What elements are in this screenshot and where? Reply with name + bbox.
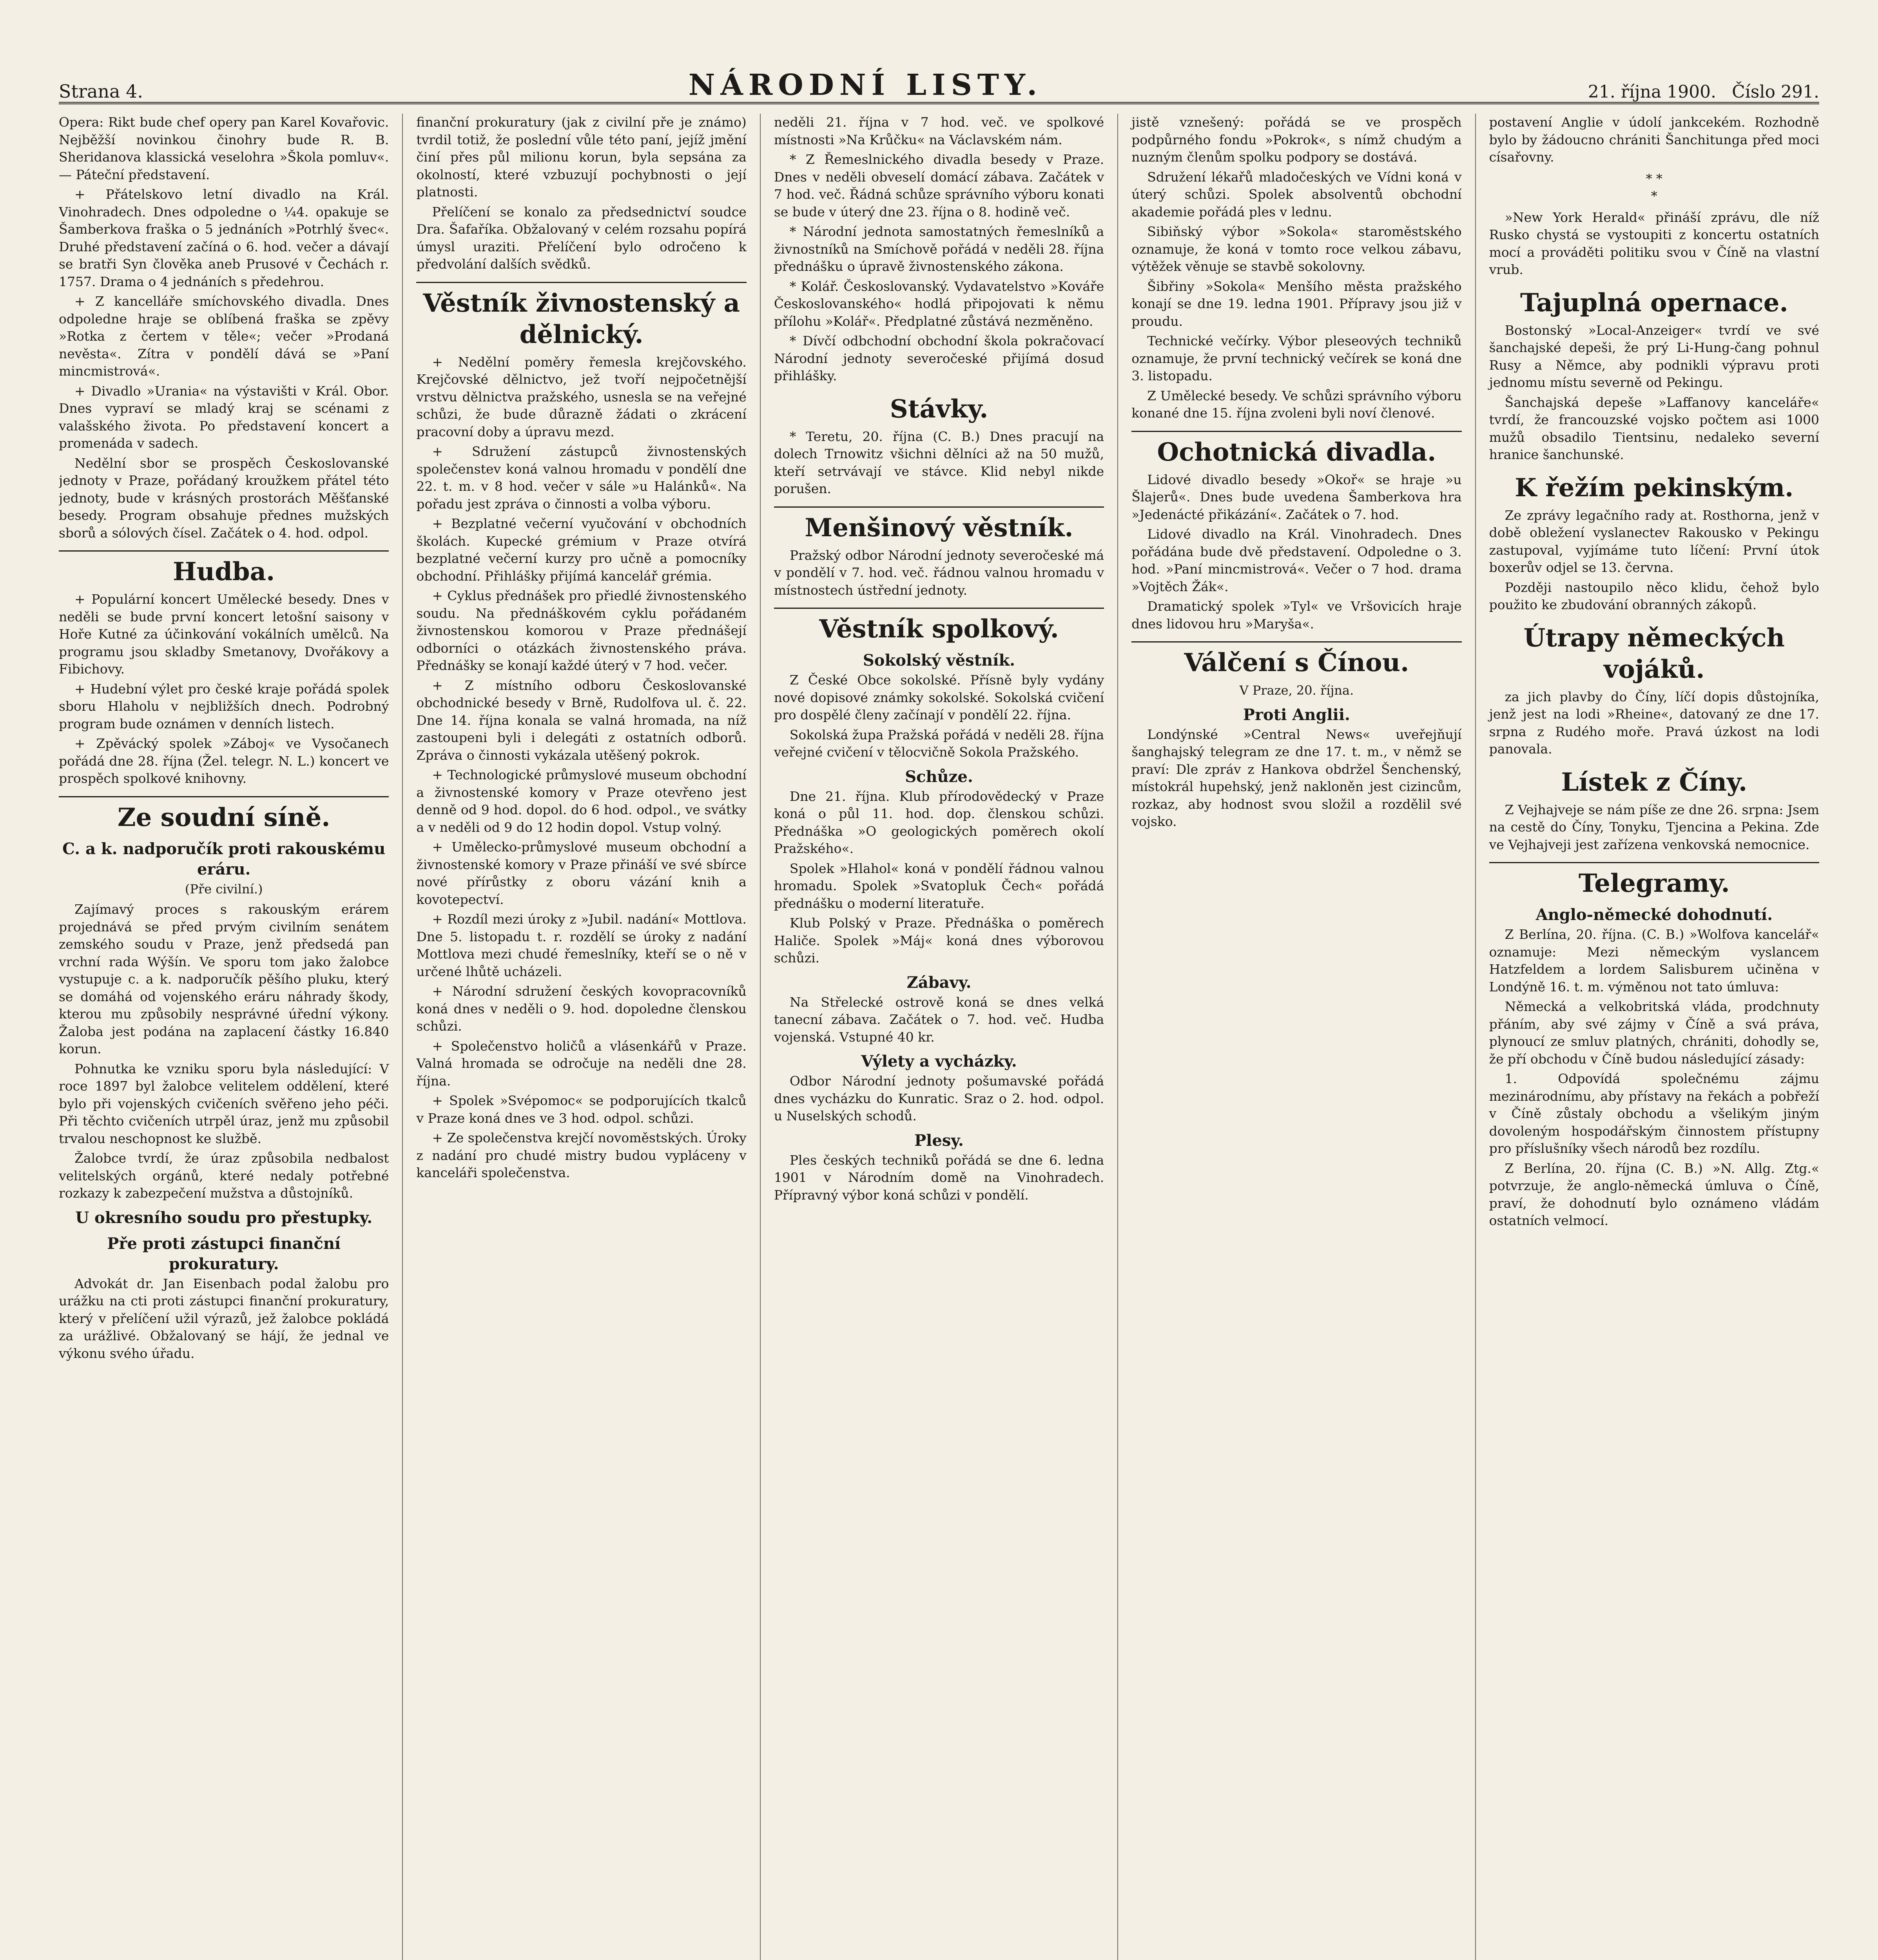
article-paragraph: + Z kancelláře smíchovského divadla. Dnes odpoledne hraje se oblíbená fraška se zpěvy »Rotka z čertem v těle«; večer »Prodaná nevěsta«. Zítra v pondělí dává se »Paní mincmistrová«. bbox=[59, 294, 389, 379]
article-paragraph: Na Střelecké ostrově koná se dnes velká tanecní zábava. Začátek o 7. hod. več. Hudba vojenská. Vstupné 40 kr. bbox=[774, 994, 1104, 1045]
column-1 bbox=[59, 114, 403, 1960]
section-heading-music: Hudba. bbox=[59, 550, 389, 588]
article-paragraph: + Cyklus přednášek pro přiedlé živnostenského soudu. Na přednáškovém cyklu pořádaném živnostenskou komorou v Praze přednášejí odborníci o otázkách živnostenského práva. Přednášky se konají každé úterý v 7 hod. večer. bbox=[416, 588, 747, 673]
issue-number: Číslo 291. bbox=[1732, 82, 1819, 102]
section-heading-german-soldiers: Útrapy německých vojáků. bbox=[1523, 623, 1785, 684]
article-paragraph: Zajímavý proces s rakouským erárem projednává se před prvým civilním senátem zemského soudu v Praze, jenž předsedá pan vrchní rada Wýšín. Ve sporu tom jako žalobce vystupuje c. a k. nadporučík pěšího pluku, který se domáhá od vojenského eráru náhrady škody, kterou mu způsobily nesprávné úřední výkony. Žaloba jest podána na zaplacení částky 16.840 korun. bbox=[59, 902, 389, 1056]
article-paragraph: Odbor Národní jednoty pošumavské pořádá dnes vycházku do Kunratic. Sraz o 2. hod. odpol. u Nuselských schodů. bbox=[774, 1073, 1104, 1123]
column-4 bbox=[1118, 114, 1476, 1960]
section-heading-peking: K řežím pekinským. bbox=[1515, 473, 1794, 503]
section-heading-strikes: Stávky. bbox=[890, 394, 988, 424]
article-paragraph: Dramatický spolek »Tyl« ve Vršovicích hraje dnes lidovou hru »Maryša«. bbox=[1131, 599, 1462, 632]
subsection-heading: Zábavy. bbox=[906, 973, 972, 992]
subsection-heading: Proti Anglii. bbox=[1243, 705, 1350, 724]
article-paragraph: Německá a velkobritská vláda, prodchnuty přáním, aby své zájmy v Číně a svá práva, plynoucí ze smluv platných, chrániti, dohodly se, že pří obchodu v Číně budou následující zásady: bbox=[1489, 999, 1820, 1067]
article-headline: C. a k. nadporučík proti rakouskému eráru. bbox=[62, 839, 386, 878]
article-paragraph: + Přátelskovo letní divadlo na Král. Vinohradech. Dnes odpoledne o ¼4. opakuje se Šamberkova fraška o 5 jednáních »Potrhlý švec«. Druhé představení začíná o 6. hod. večer a dávají se bratři Syn člověka aneb Prusové v Čechách r. 1757. Drama o 4 jednáních s předehrou. bbox=[59, 187, 389, 289]
newspaper-title: NÁRODNÍ LISTY. bbox=[688, 68, 1043, 102]
article-paragraph: neděli 21. října v 7 hod. več. ve spolkové místnosti »Na Krůčku« na Václavském nám. bbox=[774, 114, 1104, 147]
section-heading-minority: Menšinový věstník. bbox=[774, 506, 1104, 544]
article-paragraph: Lidové divadlo besedy »Okoř« se hraje »u Šlajerů«. Dnes bude uvedena Šamberkova hra »Jedenácté přikázání«. Začátek o 7. hod. bbox=[1131, 472, 1462, 522]
article-paragraph: jistě vznešený: pořádá se ve prospěch podpůrného fondu »Pokrok«, s nímž chudým a nuzným členům spolku podpory se dostává. bbox=[1131, 114, 1462, 165]
article-paragraph: Šibřiny »Sokola« Menšího města pražského konají se dne 19. ledna 1901. Přípravy jsou již v proudu. bbox=[1131, 278, 1462, 329]
article-paragraph: Nedělní sbor se prospěch Českoslovanské jednoty v Praze, pořádaný kroužkem přátel této jednoty, bude v krásných prostorách Měšťanské besedy. Program obsahuje přednes mužských sborů a sólových čísel. Začátek o 4. hod. odpol. bbox=[59, 455, 389, 541]
article-paragraph: Opera: Rikt bude chef opery pan Karel Kovařovic. Nejběžší novinkou činohry bude R. B. Sheridanova klassická veselohra »Škola pomluv«. — Páteční představení. bbox=[59, 114, 389, 182]
article-paragraph: * Z Řemeslnického divadla besedy v Praze. Dnes v neděli obveselí domácí zábava. Začátek v 7 hod. več. Řádná schůze správního výboru konati se bude v úterý dne 23. října o 8. hodině več. bbox=[774, 152, 1104, 220]
article-paragraph: Londýnské »Central News« uveřejňují šanghajský telegram ze dne 17. t. m., v němž se praví: Dle zpráv z Hankova obdržel Šenchenský, místokrál hupehský, jenž nakloněn jest cizincům, rozkaz, aby hodnost svou složil a rozdělil své vojsko. bbox=[1131, 726, 1462, 829]
article-paragraph: Sdružení lékařů mladočeských ve Vídni koná v úterý schůzi. Spolek absolventů obchodní akademie pořádá ples v lednu. bbox=[1131, 169, 1462, 220]
article-paragraph: + Spolek »Svépomoc« se podporujících tkalců v Praze koná dnes ve 3 hod. odpol. schůzi. bbox=[416, 1093, 747, 1126]
article-paragraph: + Populární koncert Umělecké besedy. Dnes v neděli se bude první koncert letošní saisony v Hoře Kutné za účinkování vokálních umělců. Na programu jsou skladby Smetanovy, Dvořákovy a Fibichovy. bbox=[59, 592, 389, 677]
article-paragraph: + Zpěvácký spolek »Záboj« ve Vysočanech pořádá dne 28. října (Žel. telegr. N. L.) koncert ve prospěch spolkové knihovny. bbox=[59, 736, 389, 786]
article-paragraph: Z Berlína, 20. října. (C. B.) »Wolfova kancelář« oznamuje: Mezi německým vyslancem Hatzfeldem a lordem Salisburem učiněna v Londýně 16. t. m. výměnou not tato úmluva: bbox=[1489, 927, 1820, 995]
dateline: V Praze, 20. října. bbox=[1239, 683, 1354, 698]
article-subheadline: Pře proti zástupci finanční prokuratury. bbox=[107, 1234, 341, 1273]
article-headline: U okresního soudu pro přestupky. bbox=[75, 1208, 373, 1227]
article-paragraph: Ze zprávy legačního rady at. Rosthorna, jenž v době obležení vyslanectev Rakousko v Pekingu zastupoval, vyjímáme tuto líčení: První útok boxerův odjel se 13. června. bbox=[1489, 507, 1820, 575]
article-paragraph: + Divadlo »Urania« na výstavišti v Král. Obor. Dnes vypraví se mladý kraj se scénami z valašského života. Po představení koncert a promenáda v sadech. bbox=[59, 383, 389, 451]
article-paragraph: za jich plavby do Číny, líčí dopis důstojníka, jenž jest na lodi »Rheine«, datovaný ze dne 17. srpna z Rudého moře. Pravá úzkost na lodi panovala. bbox=[1489, 689, 1820, 757]
issue-date: 21. října 1900. bbox=[1588, 82, 1717, 102]
article-subheadline: (Pře civilní.) bbox=[185, 881, 263, 897]
article-paragraph: Sokolská župa Pražská pořádá v neděli 28. října veřejné cvičení v tělocvičně Sokola Pražského. bbox=[774, 727, 1104, 760]
article-paragraph: Pohnutka ke vzniku sporu byla následující: V roce 1897 byl žalobce velitelem oddělení, které bylo při vojenských cvičeních svěřeno jeho péči. Při těchto cvičeních utrpěl úraz, jenž mu způsobil trvalou neschopnost ke službě. bbox=[59, 1061, 389, 1146]
section-heading-telegrams: Telegramy. bbox=[1489, 862, 1819, 899]
article-paragraph: Přelíčení se konalo za předsednictví soudce Dra. Šafaříka. Obžalovaný v celém rozsahu popírá úmysl uraziti. Přelíčení bylo odročeno k předvolání dalších svědků. bbox=[416, 204, 747, 272]
article-paragraph: Z Vejhajveje se nám píše ze dne 26. srpna: Jsem na cestě do Číny, Tonyku, Tjencina a Pekina. Zde ve Vejhajveji jest zařízena venkovská nemocnice. bbox=[1489, 802, 1820, 852]
article-paragraph: + Ze společenstva krejčí novoměstských. Úroky z nadání pro chudé mistry budou vypláceny v kanceláři společenstva. bbox=[416, 1130, 747, 1180]
column-2 bbox=[403, 114, 760, 1960]
article-paragraph: Advokát dr. Jan Eisenbach podal žalobu pro urážku na cti proti zástupci finanční prokuratury, který v přelíčení užil výrazů, jež žalobce pokládá za urážlivé. Obžalovaný se hájí, že jednal ve výkonu svého úřadu. bbox=[59, 1276, 389, 1361]
subsection-heading: Plesy. bbox=[914, 1131, 964, 1150]
article-paragraph: Z České Obce sokolské. Přísně byly vydány nové dopisové známky sokolské. Sokolská cvičení pro dospělé členy začínají v pondělí 22. října. bbox=[774, 672, 1104, 722]
article-paragraph: Z Umělecké besedy. Ve schůzi správního výboru konané dne 15. října zvoleni byli noví členové. bbox=[1131, 388, 1462, 421]
article-paragraph: * Dívčí odbchodní obchodní škola pokračovací Národní jednoty severočeské přijímá dosud přihlášky. bbox=[774, 333, 1104, 383]
article-paragraph: finanční prokuratury (jak z civilní pře je známo) tvrdil totiž, že poslední vůle této paní, jejíž jmění činí přes půl milionu korun, byla sepsána za okolností, které vzbuzují pochybnosti o její platnosti. bbox=[416, 114, 747, 200]
column-5 bbox=[1476, 114, 1819, 1960]
article-paragraph: Později nastoupilo něco klidu, čehož bylo použito ke zbudování obranných zákopů. bbox=[1489, 579, 1820, 612]
section-heading-associations: Věstník spolkový. bbox=[774, 608, 1104, 645]
column-3 bbox=[761, 114, 1118, 1960]
subsection-heading: Sokolský věstník. bbox=[863, 651, 1015, 670]
article-paragraph: 1. Odpovídá společnému zájmu mezinárodnímu, aby přístavy na řekách a pobřeží v Číně zůstaly obchodu a všelikým jiným dovoleným hospodářským činnostem přístupny pro příslušníky všech národů bez rozdílu. bbox=[1489, 1071, 1820, 1156]
article-paragraph: Žalobce tvrdí, že úraz způsobila nedbalost velitelských orgánů, které nedaly potřebné rozkazy k zabezpečení mužstva a důstojníků. bbox=[59, 1151, 389, 1201]
subsection-heading: Schůze. bbox=[905, 767, 973, 786]
article-paragraph: Technické večírky. Výbor pleseových techniků oznamuje, že první technický večírek se koná dne 3. listopadu. bbox=[1131, 333, 1462, 383]
separator-stars: * * * bbox=[1646, 171, 1662, 203]
article-paragraph: + Rozdíl mezi úroky z »Jubil. nadání« Mottlova. Dne 5. listopadu t. r. rozdělí se úroky z nadání Mottlova mezi chudé řemeslníky, kteří se o ně v určené lhůtě ucházeli. bbox=[416, 911, 747, 979]
article-paragraph: + Technologické průmyslové museum obchodní a živnostenské komory v Praze otevřeno jest denně od 9 hod. dopol. do 6 hod. odpol., ve svátky a v neděli od 9 do 12 hodin dopol. Vstup volný. bbox=[416, 767, 747, 835]
article-paragraph: Spolek »Hlahol« koná v pondělí řádnou valnou hromadu. Spolek »Svatopluk Čech« pořádá přednášku o moderní literatuře. bbox=[774, 860, 1104, 911]
article-paragraph: + Národní sdružení českých kovopracovníků koná dnes v neděli o 9. hod. dopoledne členskou schůzi. bbox=[416, 984, 747, 1034]
article-paragraph: Z Berlína, 20. října (C. B.) »N. Allg. Ztg.« potvrzuje, že anglo-německá úmluva o Číně, praví, že dohodnutí bylo oznámeno vládám ostatních velmocí. bbox=[1489, 1160, 1820, 1228]
article-paragraph: Sibiňský výbor »Sokola« staroměstského oznamuje, že koná v tomto roce velkou zábavu, výtěžek věnuje se stavbě sokolovny. bbox=[1131, 224, 1462, 274]
article-paragraph: + Hudební výlet pro české kraje pořádá spolek sboru Hlaholu v nejbližších dnech. Podrobný program bude oznámen v denních listech. bbox=[59, 681, 389, 731]
article-paragraph: »New York Herald« přináší zprávu, dle níž Rusko chystá se vystoupiti z koncertu ostatních mocí a prováděti politiku svou v Číně na vlastní vrub. bbox=[1489, 209, 1820, 277]
masthead bbox=[59, 43, 1819, 104]
article-paragraph: Dne 21. října. Klub přírodovědecký v Praze koná o půl 11. hod. dop. členskou schůzi. Přednáška »O geologických poměrech okolí Pražského«. bbox=[774, 788, 1104, 856]
article-paragraph: + Z místního odboru Českoslovanské obchodnické besedy v Brně, Rudolfova ul. č. 22. Dne 14. října konala se valná hromada, na níž zastoupeni byli i delegáti z ostatních odborů. Zpráva o činnosti vykázala utěšený pokrok. bbox=[416, 677, 747, 763]
article-paragraph: Šanchajská depeše »Laffanovy kanceláře« tvrdí, že francouzské vojsko počtem asi 1000 mužů obsadilo Tientsinu, nedaleko severní hranice šanchunské. bbox=[1489, 394, 1820, 462]
article-paragraph: Lidové divadlo na Král. Vinohradech. Dnes pořádána bude dvě představení. Odpoledne o 3. hod. »Paní mincmistrová«. Večer o 7 hod. drama »Vojtěch Žák«. bbox=[1131, 526, 1462, 594]
article-paragraph: postavení Anglie v údolí jankcekém. Rozhodně bylo by žádoucno chrániti Šanchitunga před moci císařovny. bbox=[1489, 114, 1820, 165]
section-heading-theatre: Ochotnická divadla. bbox=[1131, 431, 1461, 468]
columns bbox=[59, 114, 1819, 1960]
article-paragraph: * Kolář. Českoslovanský. Vydavatelstvo »Kováře Českoslovanského« hodlá připojovati k němu přílohu »Kolář«. Předplatné zůstává nezměněno. bbox=[774, 278, 1104, 329]
masthead-meta bbox=[1588, 82, 1819, 102]
article-paragraph: Pražský odbor Národní jednoty severočeské má v pondělí v 7. hod. več. řádnou valnou hromadu v místnostech ústřední jednoty. bbox=[774, 547, 1104, 598]
page-label: Strana 4. bbox=[59, 81, 143, 102]
section-heading-operation: Tajuplná opernace. bbox=[1520, 288, 1788, 318]
article-paragraph: * Teretu, 20. října (C. B.) Dnes pracují na dolech Trnowitz všichni dělníci až na 50 mužů, kteří setrvávají ve stávce. Klid nebyl nikde porušen. bbox=[774, 428, 1104, 496]
subsection-heading: Anglo-německé dohodnutí. bbox=[1535, 906, 1773, 924]
subsection-heading: Výlety a vycházky. bbox=[861, 1052, 1017, 1071]
article-paragraph: Ples českých techniků pořádá se dne 6. ledna 1901 v Národním domě na Vinohradech. Přípravný výbor koná schůzi v pondělí. bbox=[774, 1152, 1104, 1203]
article-paragraph: * Národní jednota samostatných řemeslníků a živnostníků na Smíchově pořádá v neděli 28. října přednášku o úpravě živnostenského zákona. bbox=[774, 224, 1104, 274]
section-heading-war: Válčení s Čínou. bbox=[1131, 641, 1461, 679]
section-heading-trade: Věstník živnostenský a dělnický. bbox=[416, 282, 746, 350]
article-paragraph: + Sdružení zástupců živnostenských společenstev koná valnou hromadu v pondělí dne 22. t. m. v 8 hod. večer v sále »u Halánků«. Na pořadu jest zpráva o činnosti a volba výboru. bbox=[416, 444, 747, 512]
article-paragraph: + Bezplatné večerní vyučování v obchodních školách. Kupecké grémium v Praze otvírá bezplatné večerní kurzy pro učně a pomocníky obchodní. Přihlášky přijímá kancelář grémia. bbox=[416, 516, 747, 584]
article-paragraph: Klub Polský v Praze. Přednáška o poměrech Haliče. Spolek »Máj« koná dnes výborovou schůzi. bbox=[774, 915, 1104, 965]
section-heading-court: Ze soudní síně. bbox=[59, 796, 389, 833]
article-paragraph: + Nedělní poměry řemesla krejčovského. Krejčovské dělnictvo, jež tvoří nejpočetnější vrstvu dělnictva pražského, usnesla se na veřejné schůzi, že bude důrazně žádati o zkrácení pracovní doby a úpravu mezd. bbox=[416, 354, 747, 439]
article-paragraph: + Umělecko-průmyslové museum obchodní a živnostenské komory v Praze přináší ve své sbírce nové přírůstky z oboru vázání knih a kovotepectví. bbox=[416, 839, 747, 907]
article-paragraph: + Společenstvo holičů a vlásenkářů v Praze. Valná hromada se odročuje na neděli dne 28. října. bbox=[416, 1038, 747, 1089]
section-heading-china-letter: Lístek z Číny. bbox=[1561, 767, 1747, 797]
article-paragraph: Bostonský »Local-Anzeiger« tvrdí ve své šanchajské depeši, že prý Li-Hung-čang pohnul Rusy a Němce, aby podnikli výpravu proti jednomu místu severně od Pekingu. bbox=[1489, 322, 1820, 390]
